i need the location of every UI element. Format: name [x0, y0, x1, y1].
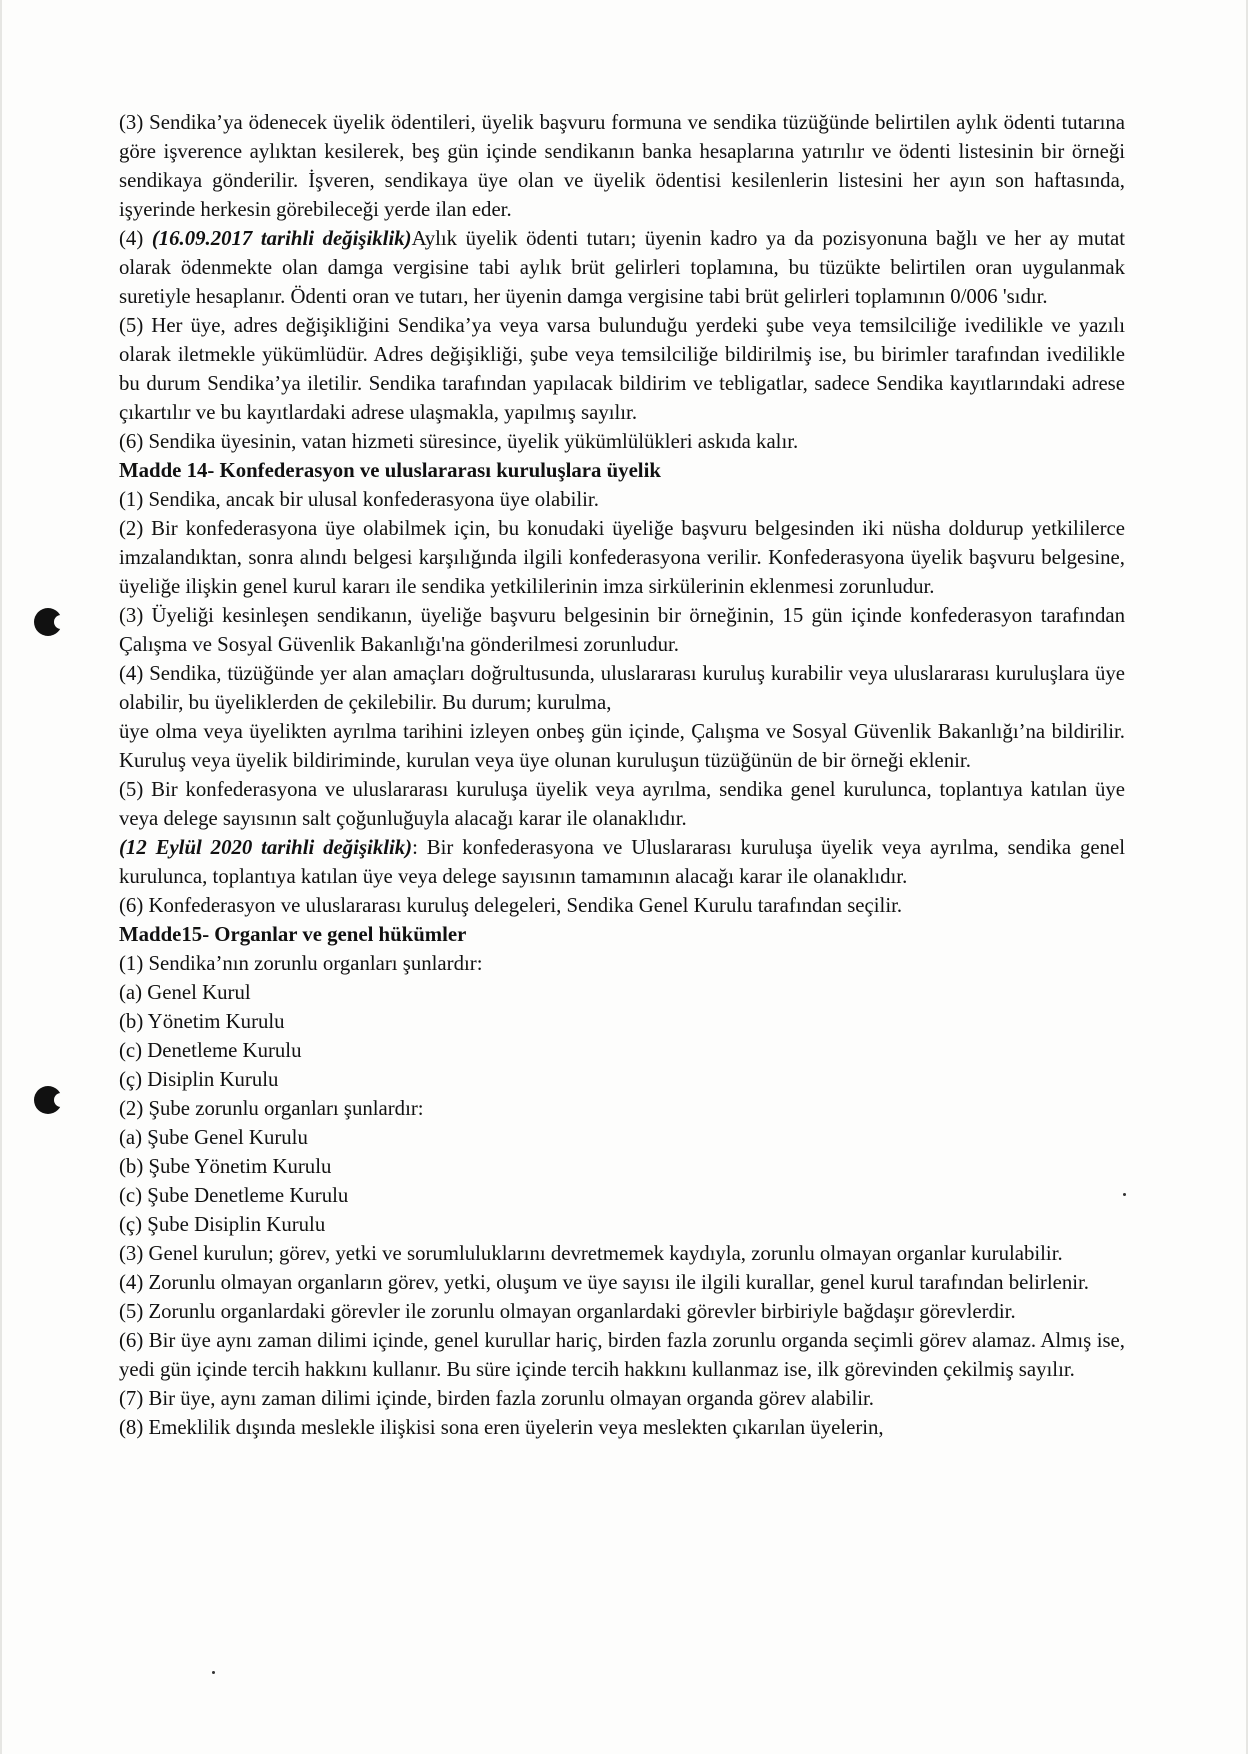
paragraph: (2) Şube zorunlu organları şunlardır: [119, 1097, 424, 1120]
scan-speck [212, 1671, 215, 1674]
paragraph: (6) Sendika üyesinin, vatan hizmeti süresince, üyelik yükümlülükleri askıda kalır. [119, 430, 799, 453]
paragraph: (3) Sendika’ya ödenecek üyelik ödentileri, üyelik başvuru formuna ve sendika tüzüğünde belirtilen aylık ödenti tutarına göre işverence aylıktan kesilerek, beş gün içinde sendikanın banka hesaplarına yatırılır ve ödenti listesinin bir örneği sendikaya gönderilir. İşveren, sendikaya üye olan ve üyelik ödentisi kesilenlerin listesini her ayın son haftasında, işyerinde herkesin görebileceği yerde ilan eder. [119, 111, 1125, 221]
paragraph: (6) Konfederasyon ve uluslararası kuruluş delegeleri, Sendika Genel Kurulu tarafından seçilir. [119, 894, 903, 917]
paragraph: (a) Genel Kurul [119, 981, 251, 1004]
paragraph-text: : Bir konfederasyona ve Uluslararası kuruluşa üyelik veya ayrılma, sendika genel kurulunca, toplantıya katılan üye veya delege sayısının tamamının alacağı karar ile olanaklıdır. [119, 836, 1125, 888]
paragraph: (2) Bir konfederasyona üye olabilmek için, bu konudaki üyeliğe başvuru belgesinden iki nüsha doldurup yetkililerce imzalandıktan, sonra alındı belgesi karşılığında ilgili konfederasyona verilir. Konfederasyona üyelik başvuru belgesine, üyeliğe ilişkin genel kurul kararı ile sendika yetkililerinin imza sirkülerinin eklenmesi zorunludur. [119, 517, 1125, 598]
paragraph: (a) Şube Genel Kurulu [119, 1126, 308, 1149]
article-heading: Madde15- Organlar ve genel hükümler [119, 923, 467, 946]
amendment-note: (16.09.2017 tarihli değişiklik) [151, 227, 412, 250]
paragraph: (c) Denetleme Kurulu [119, 1039, 302, 1062]
paragraph: (7) Bir üye, aynı zaman dilimi içinde, birden fazla zorunlu olmayan organda görev alabilir. [119, 1387, 874, 1410]
page-left-edge [0, 0, 2, 1754]
paragraph-number: (4) [119, 227, 152, 250]
paragraph: (5) Bir konfederasyona ve uluslararası kuruluşa üyelik veya ayrılma, sendika genel kurulunca, toplantıya katılan üye veya delege sayısının salt çoğunluğuyla alacağı karar ile olanaklıdır. [119, 778, 1125, 830]
paragraph: (ç) Disiplin Kurulu [119, 1068, 279, 1091]
amended-paragraph [119, 833, 1125, 891]
article-heading: Madde 14- Konfederasyon ve uluslararası kuruluşlara üyelik [119, 459, 661, 482]
paragraph: (6) Bir üye aynı zaman dilimi içinde, genel kurullar hariç, birden fazla zorunlu organda seçimli görev alamaz. Almış ise, yedi gün içinde tercih hakkını kullanır. Bu süre içinde tercih hakkını kullanmaz ise, ilk görevinden çekilmiş sayılır. [119, 1329, 1125, 1381]
paragraph: (1) Sendika, ancak bir ulusal konfederasyona üye olabilir. [119, 488, 599, 511]
paragraph: (8) Emeklilik dışında meslekle ilişkisi sona eren üyelerin veya meslekten çıkarılan üyelerin, [119, 1416, 884, 1439]
paragraph: (4) Sendika, tüzüğünde yer alan amaçları doğrultusunda, uluslararası kuruluş kurabilir veya uluslararası kuruluşlara üye olabilir, bu üyeliklerden de çekilebilir. Bu durum; kurulma, [119, 662, 1125, 714]
paragraph: (4) Zorunlu olmayan organların görev, yetki, oluşum ve üye sayısı ile ilgili kurallar, genel kurul tarafından belirlenir. [119, 1271, 1089, 1294]
paragraph: (1) Sendika’nın zorunlu organları şunlardır: [119, 952, 483, 975]
paragraph: (3) Üyeliği kesinleşen sendikanın, üyeliğe başvuru belgesinin bir örneğinin, 15 gün içinde konfederasyon tarafından Çalışma ve Sosyal Güvenlik Bakanlığı'na gönderilmesi zorunludur. [119, 604, 1125, 656]
document-body [119, 108, 1125, 1442]
amendment-note: (12 Eylül 2020 tarihli değişiklik) [119, 836, 413, 859]
paragraph: (c) Şube Denetleme Kurulu [119, 1184, 349, 1207]
paragraph: (5) Her üye, adres değişikliğini Sendika’ya veya varsa bulunduğu yerdeki şube veya temsilciliğe ivedilikle ve yazılı olarak iletmekle yükümlüdür. Adres değişikliği, şube veya temsilciliğe bildirilmiş ise, bu birimler tarafından ivedilikle bu durum Sendika’ya iletilir. Sendika tarafından yapılacak bildirim ve tebligatlar, sadece Sendika kayıtlarındaki adrese çıkartılır ve bu kayıtlardaki adrese ulaşmakla, yapılmış sayılır. [119, 314, 1125, 424]
paragraph-text: Aylık üyelik ödenti tutarı; üyenin kadro ya da pozisyonuna bağlı ve her ay mutat olarak ödenmekte olan damga vergisine tabi aylık brüt gelirleri toplamına, bu tüzükte belirtilen oran uygulanmak suretiyle hesaplanır. Ödenti oran ve tutarı, her üyenin damga vergisine tabi brüt gelirleri toplamının 0/006 'sıdır. [119, 227, 1125, 308]
paragraph: (b) Yönetim Kurulu [119, 1010, 285, 1033]
paragraph: (5) Zorunlu organlardaki görevler ile zorunlu olmayan organlardaki görevler birbiriyle bağdaşır görevlerdir. [119, 1300, 1016, 1323]
paragraph: (b) Şube Yönetim Kurulu [119, 1155, 332, 1178]
punch-hole-mark [34, 608, 62, 636]
paragraph: üye olma veya üyelikten ayrılma tarihini izleyen onbeş gün içinde, Çalışma ve Sosyal Güvenlik Bakanlığı’na bildirilir. Kuruluş veya üyelik bildiriminde, kurulan veya üye olunan kuruluşun tüzüğünün de bir örneği eklenir. [119, 720, 1125, 772]
amended-paragraph [119, 224, 1125, 311]
paragraph: (ç) Şube Disiplin Kurulu [119, 1213, 326, 1236]
paragraph: (3) Genel kurulun; görev, yetki ve sorumluluklarını devretmemek kaydıyla, zorunlu olmayan organlar kurulabilir. [119, 1242, 1063, 1265]
punch-hole-mark [34, 1086, 62, 1114]
